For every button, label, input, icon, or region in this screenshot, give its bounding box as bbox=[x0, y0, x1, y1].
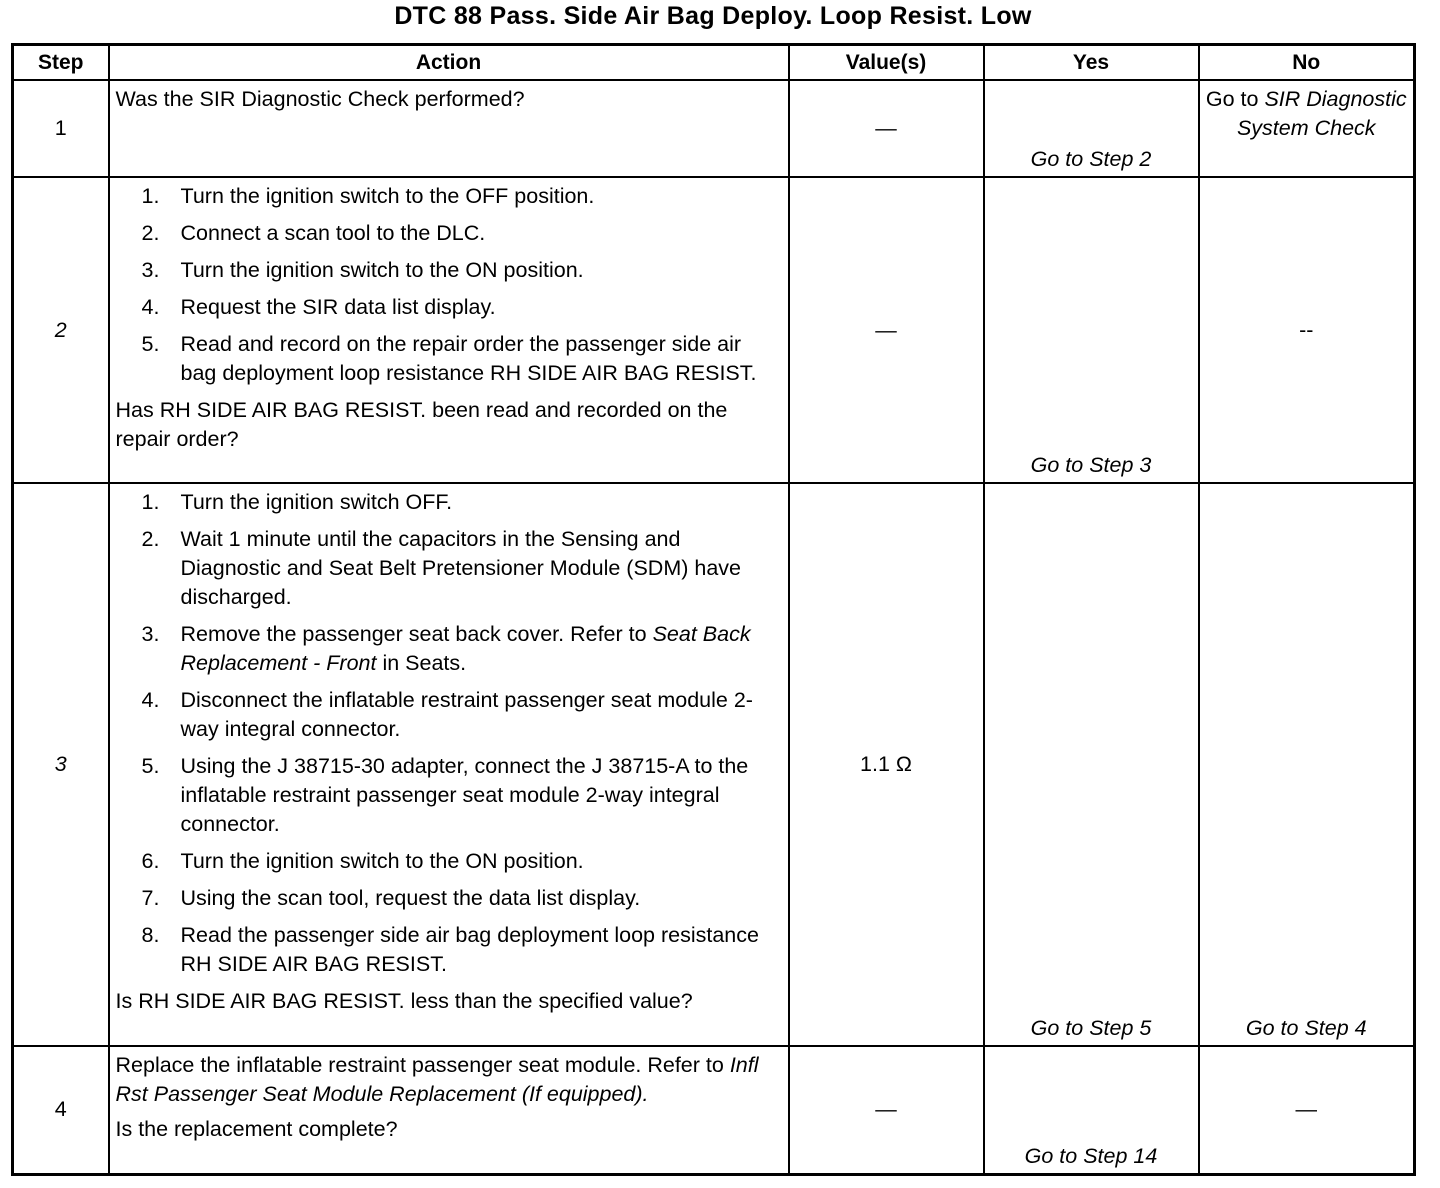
header-step: Step bbox=[13, 45, 109, 81]
value-cell: 1.1 Ω bbox=[789, 483, 984, 1046]
table-row bbox=[13, 177, 1415, 483]
action-text: Replace the inflatable restraint passenger seat module. Refer to Infl Rst Passenger Seat Module Replacement (If equipped). bbox=[115, 1053, 759, 1106]
value-cell: — bbox=[789, 80, 984, 177]
header-values: Value(s) bbox=[789, 45, 984, 81]
table-row bbox=[13, 80, 1415, 177]
action-step: 3. Remove the passenger seat back cover. Refer to Seat Back Replacement - Front in Seats. bbox=[141, 622, 751, 675]
no-link[interactable]: Go to Step 4 bbox=[1199, 483, 1415, 1046]
no-prefix: Go to bbox=[1205, 87, 1259, 111]
action-step: 7. Using the scan tool, request the data list display. bbox=[141, 886, 641, 910]
yes-link[interactable]: Go to Step 2 bbox=[984, 80, 1199, 177]
question-text: Is the replacement complete? bbox=[115, 1117, 398, 1141]
procedure-link[interactable]: Infl Rst Passenger Seat Module Replacement (If equipped). bbox=[115, 1053, 759, 1106]
step-number: 1 bbox=[13, 80, 109, 177]
step-number: 3 bbox=[13, 483, 109, 1046]
value-cell: — bbox=[789, 1046, 984, 1174]
no-link[interactable]: SIR Diagnostic System Check bbox=[1236, 87, 1407, 140]
question-text: Has RH SIDE AIR BAG RESIST. been read and recorded on the repair order? bbox=[115, 398, 728, 451]
action-step: 2. Wait 1 minute until the capacitors in the Sensing and Diagnostic and Seat Belt Pretensioner Module (SDM) have discharged. bbox=[141, 527, 741, 609]
no-cell: — bbox=[1199, 1046, 1415, 1174]
action-step: 5. Using the J 38715-30 adapter, connect the J 38715-A to the inflatable restraint passenger seat module 2-way integral connector. bbox=[141, 754, 749, 836]
value-cell: — bbox=[789, 177, 984, 483]
diagnostic-table bbox=[11, 43, 1416, 1176]
header-action: Action bbox=[109, 45, 789, 81]
yes-link[interactable]: Go to Step 3 bbox=[984, 177, 1199, 483]
header-yes: Yes bbox=[984, 45, 1199, 81]
action-step: 4. Disconnect the inflatable restraint passenger seat module 2-way integral connector. bbox=[141, 688, 753, 741]
action-step: 1. Turn the ignition switch to the OFF position. bbox=[141, 184, 595, 208]
no-cell bbox=[1199, 80, 1415, 177]
question-text: Is RH SIDE AIR BAG RESIST. less than the specified value? bbox=[115, 989, 693, 1013]
table-row bbox=[13, 1046, 1415, 1174]
yes-link[interactable]: Go to Step 14 bbox=[984, 1046, 1199, 1174]
action-cell bbox=[109, 1046, 789, 1174]
no-cell: -- bbox=[1199, 177, 1415, 483]
procedure-link[interactable]: Seat Back Replacement - Front bbox=[180, 622, 751, 675]
action-step: 4. Request the SIR data list display. bbox=[141, 295, 496, 319]
action-steps bbox=[116, 488, 782, 979]
header-no: No bbox=[1199, 45, 1415, 81]
header-row bbox=[13, 45, 1415, 81]
step-number: 4 bbox=[13, 1046, 109, 1174]
question-text: Was the SIR Diagnostic Check performed? bbox=[115, 87, 525, 111]
action-cell bbox=[109, 483, 789, 1046]
yes-link[interactable]: Go to Step 5 bbox=[984, 483, 1199, 1046]
action-step: 6. Turn the ignition switch to the ON position. bbox=[141, 849, 584, 873]
step-number: 2 bbox=[13, 177, 109, 483]
table-row bbox=[13, 483, 1415, 1046]
action-cell bbox=[109, 177, 789, 483]
action-cell bbox=[109, 80, 789, 177]
action-step: 1. Turn the ignition switch OFF. bbox=[141, 490, 453, 514]
action-step: 3. Turn the ignition switch to the ON position. bbox=[141, 258, 584, 282]
action-steps bbox=[116, 182, 782, 388]
page-title: DTC 88 Pass. Side Air Bag Deploy. Loop Resist. Low bbox=[394, 2, 1032, 30]
action-step: 5. Read and record on the repair order the passenger side air bag deployment loop resistance RH SIDE AIR BAG RESIST. bbox=[141, 332, 757, 385]
action-step: 2. Connect a scan tool to the DLC. bbox=[141, 221, 486, 245]
action-step: 8. Read the passenger side air bag deployment loop resistance RH SIDE AIR BAG RESIST. bbox=[141, 923, 759, 976]
